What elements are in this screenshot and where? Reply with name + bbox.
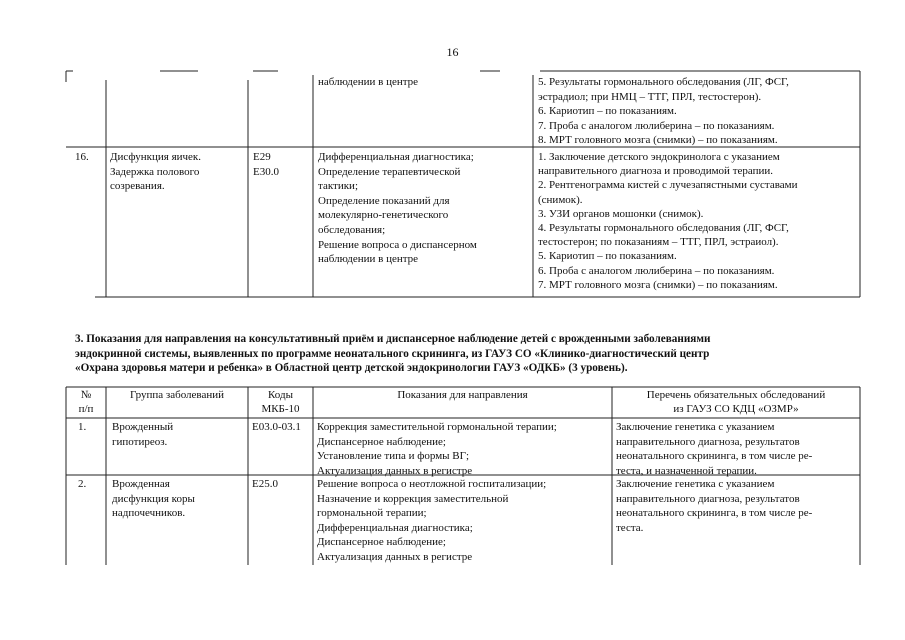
section-3-heading — [75, 332, 855, 376]
text-line: 7. Проба с аналогом люлиберина – по показаниям. — [538, 119, 775, 132]
heading-line: «Охрана здоровья матери и ребенка» в Областной центр детской эндокринологии ГАУЗ «ОДКБ» (3 уровень). — [75, 362, 628, 374]
t1-row16-exams — [538, 150, 797, 292]
text-line: Перечень обязательных обследований — [646, 389, 826, 401]
text-line: Задержка полового — [110, 165, 200, 178]
text-line: неонатального скрининга, в том числе ре- — [616, 450, 813, 463]
text-line: Установление типа и формы ВГ; — [317, 450, 470, 463]
text-line: Актуализация данных в регистре — [317, 550, 473, 563]
text-line: Назначение и коррекция заместительной — [317, 492, 509, 505]
text-line: Диспансерное наблюдение; — [317, 435, 446, 448]
t1-row16-directions — [318, 150, 477, 267]
text-line: неонатального скрининга, в том числе ре- — [616, 507, 813, 520]
text-line: Дифференциальная диагностика; — [318, 151, 474, 163]
text-line: молекулярно-генетического — [318, 209, 449, 222]
text-line: направительного диагноза, результатов — [616, 492, 800, 505]
t2-row1-exams — [616, 420, 812, 478]
text-line: Диспансерное наблюдение; — [317, 536, 446, 549]
text-line: 1. Заключение детского эндокринолога с указанием — [538, 151, 780, 163]
text-line: эстрадиол; при НМЦ – ТТГ, ПРЛ, тестостерон). — [538, 90, 762, 103]
text-line: 7. МРТ головного мозга (снимки) – по показаниям. — [538, 278, 778, 291]
page-number: 16 — [446, 45, 459, 59]
text-line: Коррекция заместительной гормональной терапии; — [317, 421, 557, 433]
text-line: 5. Результаты гормонального обследования (ЛГ, ФСГ, — [538, 76, 789, 88]
text-line: тестостерон; по показаниям – ТТГ, ПРЛ, эстраиол). — [538, 236, 779, 249]
t2-row1-directions — [317, 420, 557, 478]
t1-continued-directions — [318, 75, 418, 90]
text-line: Заключение генетика с указанием — [616, 478, 775, 490]
text-line: Дисфункция яичек. — [110, 151, 202, 163]
t2-header-codes — [248, 389, 313, 416]
text-line: Коды — [268, 389, 293, 401]
text-line: наблюдении в центре — [318, 253, 419, 266]
text-line: E29 — [253, 151, 271, 163]
t2-row2-num: 2. — [78, 478, 87, 490]
text-line: гипотиреоз. — [112, 435, 168, 448]
text-line: Определение терапевтической — [318, 165, 461, 178]
text-line: Заключение генетика с указанием — [616, 421, 775, 433]
t2-header-num — [66, 389, 106, 416]
text-line: E30.0 — [253, 165, 279, 178]
t2-header-group: Группа заболеваний — [129, 389, 225, 401]
text-line: гормональной терапии; — [317, 507, 427, 520]
t1-row16-group — [110, 150, 201, 194]
text-line: Определение показаний для — [318, 194, 450, 207]
text-line: 5. Кариотип – по показаниям. — [538, 250, 677, 263]
text-line: теста. — [616, 521, 644, 534]
text-line: (снимок). — [538, 193, 583, 206]
text-line: надпочечников. — [112, 507, 186, 520]
text-line: 3. УЗИ органов мошонки (снимок). — [538, 207, 704, 220]
t2-row1-num: 1. — [78, 421, 87, 433]
text-line: Актуализация данных в регистре — [317, 464, 473, 477]
text-line: дисфункция коры — [112, 492, 195, 505]
text-line: 8. МРТ головного мозга (снимки) – по показаниям. — [538, 134, 778, 147]
heading-line: эндокринной системы, выявленных по программе неонатального скрининга, из ГАУЗ СО «Клинико-диагностический центр — [75, 347, 710, 360]
t2-row2-group — [112, 477, 195, 521]
t2-header-exams — [612, 389, 860, 416]
text-line: Решение вопроса о диспансерном — [318, 238, 477, 251]
text-line: направительного диагноза и проводимой терапии. — [538, 165, 774, 178]
t2-row2-exams — [616, 477, 812, 535]
t2-row2-codes — [252, 477, 278, 492]
text-line: 6. Проба с аналогом люлиберина – по показаниям. — [538, 264, 775, 277]
text-line: направительного диагноза, результатов — [616, 435, 800, 448]
text-line: обследования; — [318, 223, 386, 236]
text-line: 2. Рентгенограмма кистей с лучезапястными суставами — [538, 179, 798, 192]
t1-row16-num: 16. — [75, 151, 89, 163]
t2-header-directions: Показания для направления — [397, 389, 528, 401]
text-line: теста, и назначенной терапии. — [616, 464, 757, 477]
t2-row2-directions — [317, 477, 546, 565]
text-line: E25.0 — [252, 478, 278, 490]
text-line: 4. Результаты гормонального обследования (ЛГ, ФСГ, — [538, 222, 789, 235]
text-line: 6. Кариотип – по показаниям. — [538, 105, 677, 118]
text-line: из ГАУЗ СО КДЦ «ОЗМР» — [673, 402, 799, 415]
text-line: E03.0-03.1 — [252, 421, 301, 433]
text-line: № — [80, 389, 92, 401]
text-line: созревания. — [110, 180, 165, 193]
t1-row16-codes — [253, 150, 279, 179]
t1-continued-exams — [538, 75, 789, 148]
text-line: тактики; — [318, 180, 359, 193]
text-line: Врожденный — [112, 421, 174, 433]
text-line: МКБ-10 — [261, 402, 300, 415]
t2-row1-codes — [252, 420, 301, 435]
heading-line: 3. Показания для направления на консультативный приём и диспансерное наблюдение детей с врожденными заболеваниями — [75, 333, 711, 345]
text-line: Врожденная — [112, 478, 170, 490]
text-line: Дифференциальная диагностика; — [317, 521, 473, 534]
text-line: наблюдении в центре — [318, 76, 419, 88]
t2-row1-group — [112, 420, 173, 449]
text-line: п/п — [78, 402, 94, 415]
text-line: Решение вопроса о неотложной госпитализации; — [317, 478, 547, 490]
